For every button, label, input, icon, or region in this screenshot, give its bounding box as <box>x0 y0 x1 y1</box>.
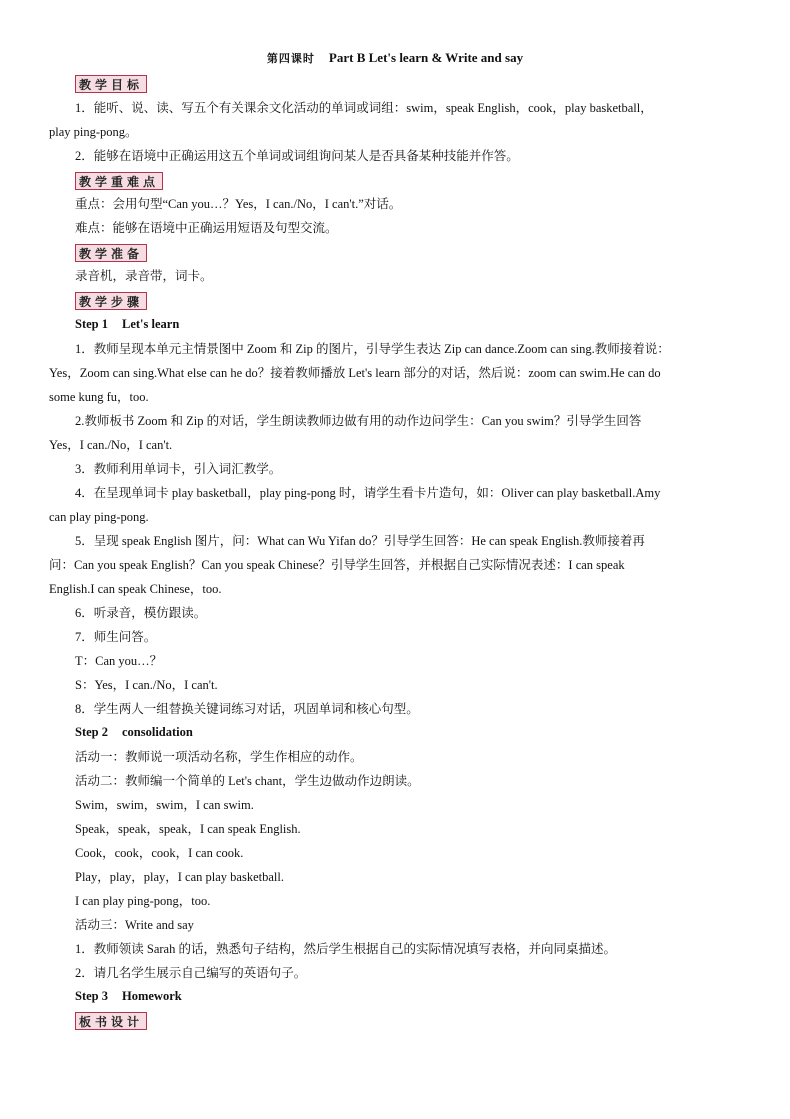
step1-item-4: 4．在呈现单词卡 play basketball，play ping-pong 时，请学生看卡片造句，如：Oliver can play basketball.Amy <box>75 486 661 500</box>
page-title <box>0 50 790 66</box>
step-2-heading <box>75 725 193 740</box>
step1-item-5-cont: 问：Can you speak English？Can you speak Chinese？引导学生回答，并根据自己实际情况表述：I can speak <box>49 558 625 572</box>
section-badge-preparation: 教学准备 <box>75 244 147 262</box>
step1-item-2-cont: Yes，I can./No，I can't. <box>49 438 173 452</box>
step1-item-1-cont: Yes，Zoom can sing.What else can he do？接着教师播放 Let's learn 部分的对话，然后说：zoom can swim.He can do <box>49 366 661 380</box>
chant-line-3: Cook，cook，cook，I can cook. <box>75 846 244 860</box>
lesson-number: 第四课时 <box>266 53 315 65</box>
step1-item-6: 6．听录音，模仿跟读。 <box>75 606 207 620</box>
activity-3: 活动三：Write and say <box>75 918 194 932</box>
step1-item-5: 5．呈现 speak English 图片，问：What can Wu Yifan do？引导学生回答：He can speak English.教师接着再 <box>75 534 645 548</box>
preparation-text: 录音机，录音带，词卡。 <box>75 269 213 283</box>
objective-1-cont: play ping-pong。 <box>49 125 138 139</box>
step-1-name: Let's learn <box>122 317 180 331</box>
activity-1: 活动一：教师说一项活动名称，学生作相应的动作。 <box>75 750 363 764</box>
student-line: S：Yes，I can./No，I can't. <box>75 678 218 692</box>
step-2-label: Step 2 <box>75 725 108 739</box>
step1-item-5-cont2: English.I can speak Chinese，too. <box>49 582 222 596</box>
write-item-1: 1．教师领读 Sarah 的话，熟悉句子结构，然后学生根据自己的实际情况填写表格，并向同桌描述。 <box>75 942 616 956</box>
step1-item-7: 7．师生问答。 <box>75 630 157 644</box>
section-badge-objectives: 教学目标 <box>75 75 147 93</box>
step1-item-1: 1．教师呈现本单元主情景图中 Zoom 和 Zip 的图片，引导学生表达 Zip can dance.Zoom can sing.教师接着说： <box>75 342 670 356</box>
objective-1: 1．能听、说、读、写五个有关课余文化活动的单词或词组：swim，speak English，cook，play basketball， <box>75 101 653 115</box>
chant-line-1: Swim，swim，swim，I can swim. <box>75 798 254 812</box>
lesson-title: Part B Let's learn & Write and say <box>328 50 524 65</box>
step1-item-4-cont: can play ping-pong. <box>49 510 149 524</box>
step-1-heading <box>75 317 179 332</box>
step1-item-1-cont2: some kung fu，too. <box>49 390 149 404</box>
teacher-line: T：Can you…？ <box>75 654 163 668</box>
chant-line-2: Speak，speak，speak，I can speak English. <box>75 822 301 836</box>
key-point-focus: 重点：会用句型“Can you…？Yes，I can./No，I can't.”对话。 <box>75 197 402 211</box>
step-2-name: consolidation <box>122 725 193 739</box>
step-1-label: Step 1 <box>75 317 108 331</box>
step-3-heading <box>75 989 182 1004</box>
section-badge-steps: 教学步骤 <box>75 292 147 310</box>
chant-line-5: I can play ping-pong，too. <box>75 894 211 908</box>
objective-2: 2．能够在语境中正确运用这五个单词或词组询问某人是否具备某种技能并作答。 <box>75 149 519 163</box>
section-badge-key-points: 教学重难点 <box>75 172 163 190</box>
chant-line-4: Play，play，play，I can play basketball. <box>75 870 284 884</box>
activity-2: 活动二：教师编一个简单的 Let's chant，学生边做动作边朗读。 <box>75 774 420 788</box>
step-3-label: Step 3 <box>75 989 108 1003</box>
step1-item-8: 8．学生两人一组替换关键词练习对话，巩固单词和核心句型。 <box>75 702 419 716</box>
step1-item-2: 2.教师板书 Zoom 和 Zip 的对话，学生朗读教师边做有用的动作边问学生：Can you swim？引导学生回答 <box>75 414 642 428</box>
write-item-2: 2．请几名学生展示自己编写的英语句子。 <box>75 966 307 980</box>
section-badge-board: 板书设计 <box>75 1012 147 1030</box>
key-point-difficulty: 难点：能够在语境中正确运用短语及句型交流。 <box>75 221 338 235</box>
step1-item-3: 3．教师利用单词卡，引入词汇教学。 <box>75 462 282 476</box>
step-3-name: Homework <box>122 989 182 1003</box>
